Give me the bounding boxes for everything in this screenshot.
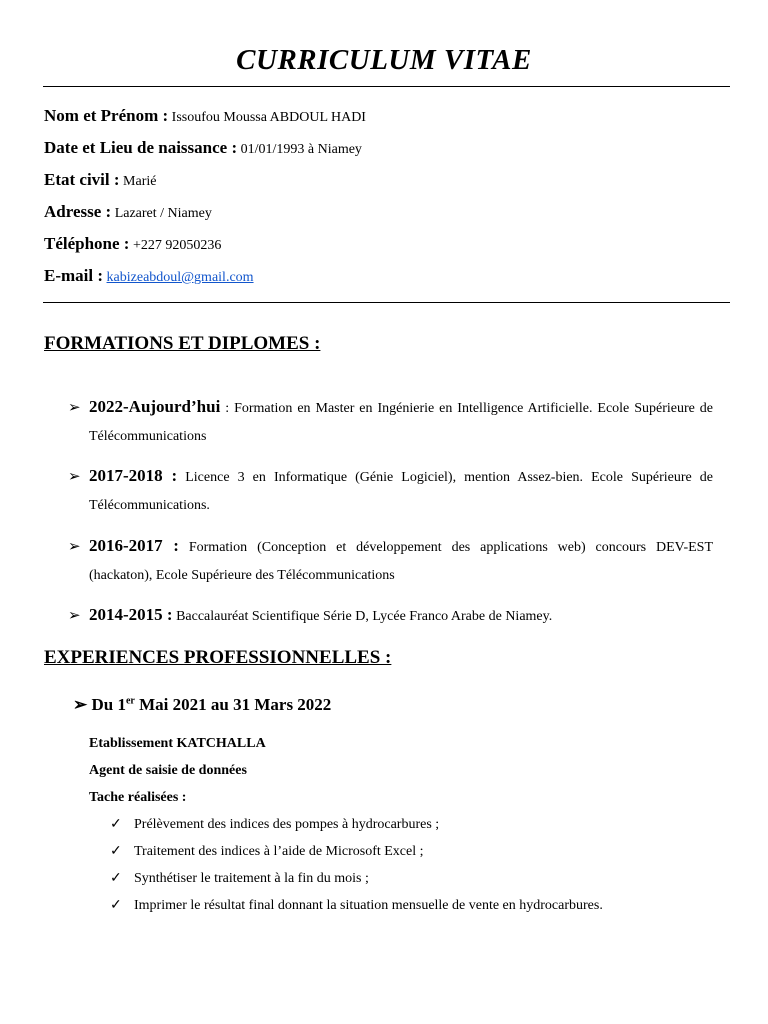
formation-year: 2017-2018 :: [89, 466, 178, 485]
formation-item: [89, 393, 713, 451]
period-prefix: Du 1: [91, 695, 126, 714]
phone-label: Téléphone :: [44, 234, 130, 253]
formation-text: Formation (Conception et développement des applications web) concours DEV-EST (hackaton), Ecole Supérieure des Télécommunications: [89, 540, 713, 583]
formation-year: 2014-2015 :: [89, 605, 173, 624]
info-civil: [44, 170, 156, 190]
header-divider: [43, 86, 730, 87]
formation-item: [89, 601, 713, 631]
tasks-label: Tache réalisées :: [89, 790, 187, 805]
page-title: CURRICULUM VITAE: [236, 44, 532, 76]
arrow-bullet-icon: ➢: [68, 469, 81, 485]
address-label: Adresse :: [44, 202, 112, 221]
email-label: E-mail :: [44, 266, 104, 285]
task-item: [110, 816, 439, 833]
formation-text: Baccalauréat Scientifique Série D, Lycée Franco Arabe de Niamey.: [172, 609, 553, 624]
task-item: [110, 870, 369, 887]
formations-heading: FORMATIONS ET DIPLOMES :: [44, 333, 321, 354]
civil-label: Etat civil :: [44, 170, 120, 189]
checkmark-icon: ✓: [110, 871, 122, 886]
period-sup: er: [125, 695, 135, 707]
info-birth: [44, 138, 362, 158]
formation-year: 2022-Aujourd’hui: [89, 397, 221, 416]
arrow-bullet-icon: ➢: [68, 539, 81, 555]
formation-year: 2016-2017 :: [89, 536, 179, 555]
birth-label: Date et Lieu de naissance :: [44, 138, 238, 157]
info-address: [44, 202, 212, 222]
address-value: Lazaret / Niamey: [114, 206, 212, 221]
task-text: Prélèvement des indices des pompes à hydrocarbures ;: [134, 817, 440, 832]
checkmark-icon: ✓: [110, 844, 122, 859]
experience-period: [73, 695, 331, 715]
checkmark-icon: ✓: [110, 817, 122, 832]
checkmark-icon: ✓: [110, 898, 122, 913]
email-link[interactable]: kabizeabdoul@gmail.com: [106, 270, 254, 285]
task-text: Imprimer le résultat final donnant la situation mensuelle de vente en hydrocarbures.: [134, 898, 603, 913]
formation-item: [89, 462, 713, 520]
arrow-bullet-icon: ➢: [68, 400, 81, 416]
formation-text: Licence 3 en Informatique (Génie Logiciel), mention Assez-bien. Ecole Supérieure de Télécommunications.: [89, 470, 714, 513]
formation-text: : Formation en Master en Ingénierie en Intelligence Artificielle. Ecole Supérieure de Télécommunications: [89, 401, 713, 444]
period-suffix: Mai 2021 au 31 Mars 2022: [134, 695, 332, 714]
info-phone: [44, 234, 221, 254]
arrow-bullet-icon: ➢: [68, 608, 81, 624]
task-text: Traitement des indices à l’aide de Microsoft Excel ;: [134, 844, 424, 859]
formation-item: [89, 532, 713, 590]
phone-value: +227 92050236: [132, 238, 222, 253]
experience-role: Agent de saisie de données: [89, 763, 247, 778]
birth-value: 01/01/1993 à Niamey: [240, 142, 362, 157]
experiences-heading: EXPERIENCES PROFESSIONNELLES :: [44, 647, 392, 668]
info-name: [44, 106, 366, 126]
arrow-bullet-icon: ➢: [73, 695, 88, 714]
name-value: Issoufou Moussa ABDOUL HADI: [171, 110, 366, 125]
task-item: [110, 843, 424, 860]
civil-value: Marié: [123, 174, 157, 189]
info-divider: [43, 302, 730, 303]
task-text: Synthétiser le traitement à la fin du mois ;: [134, 871, 369, 886]
name-label: Nom et Prénom :: [44, 106, 169, 125]
experience-company: Etablissement KATCHALLA: [89, 736, 266, 751]
task-item: [110, 897, 603, 914]
info-email: [44, 266, 254, 286]
